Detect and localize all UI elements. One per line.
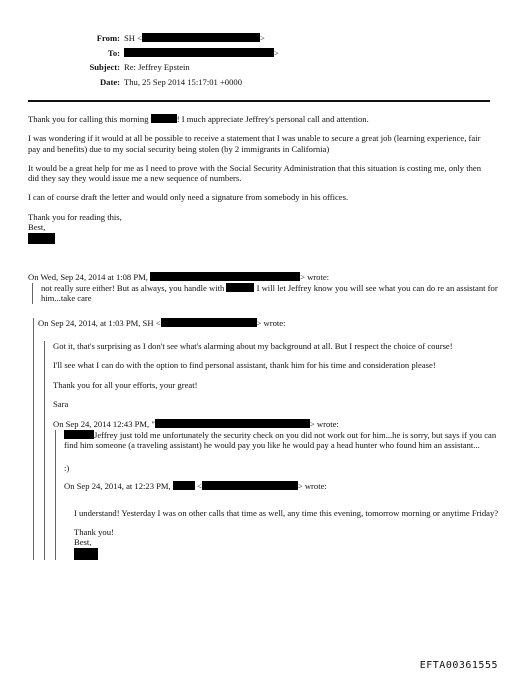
quote-header bbox=[38, 318, 503, 329]
document-id: EFTA00361555 bbox=[419, 660, 498, 671]
closing-line: Thank you! bbox=[74, 526, 114, 537]
body-text: ! I much appreciate Jeffrey's personal call and attention. bbox=[176, 114, 369, 124]
subject-label: Subject: bbox=[89, 62, 120, 72]
quote-level-4 bbox=[64, 508, 503, 560]
quote-header-text: On Sep 24, 2014 12:43 PM, " bbox=[53, 418, 155, 429]
quote-header-text: > wrote: bbox=[300, 272, 330, 282]
redaction-box bbox=[202, 481, 298, 490]
from-value: SH < bbox=[124, 33, 142, 43]
quote-paragraph: Thank you for all your efforts, your great! bbox=[53, 379, 198, 390]
redaction-box bbox=[28, 233, 55, 244]
redaction-box bbox=[173, 481, 195, 490]
quote-body-text: I will let Jeffrey know you will see what you can do re an assistant for him...take care bbox=[41, 282, 498, 304]
from-row bbox=[38, 33, 279, 48]
to-close: > bbox=[274, 47, 279, 58]
quote-header bbox=[53, 419, 503, 430]
body-text: Thank you for calling this morning bbox=[28, 114, 151, 124]
to-row bbox=[38, 48, 279, 63]
redaction-box bbox=[151, 114, 177, 123]
header-divider bbox=[28, 100, 490, 102]
date-value: Thu, 25 Sep 2014 15:17:01 +0000 bbox=[124, 76, 242, 87]
quote-header: On Sep 24, 2014, at 12:23 PM, < > wrote: bbox=[64, 481, 327, 492]
closing-line: Best, bbox=[28, 222, 46, 233]
redaction-box bbox=[74, 548, 98, 560]
quote-level-3 bbox=[55, 430, 503, 560]
redaction-box bbox=[150, 272, 300, 281]
subject-value: Re: Jeffrey Epstein bbox=[124, 62, 190, 72]
body-paragraph: It would be a great help for me as I need to prove with the Social Security Administration that this situation is costing me, only then did they say they would issue me a new sequence of numbers. bbox=[28, 162, 481, 184]
quoted-message-1 bbox=[28, 272, 498, 304]
quote-body-text: not really sure either! But as always, you handle with bbox=[41, 282, 227, 293]
quote-paragraph: Jeffrey just told me unfortunately the security check on you did not work out for him...he is sorry, but says if you can find him someone (a traveling assistant) he would pay you like he would pay a head hunter who found him an assistant... bbox=[64, 429, 497, 451]
date-row bbox=[38, 77, 279, 92]
body-paragraph: I was wondering if it would at all be possible to receive a statement that I was unable to secure a great job (learning experience, fair pay and benefits) due to my social security being stolen (by 2 immigrants in California) bbox=[28, 133, 481, 154]
redaction-box bbox=[142, 33, 260, 42]
redaction-box bbox=[226, 283, 254, 292]
quote-header-text: On Sep 24, 2014, at 1:03 PM, SH < bbox=[38, 318, 161, 328]
quote-header-text: On Sep 24, 2014, at 12:23 PM, bbox=[64, 481, 173, 492]
quote-header-text: > wrote: bbox=[256, 318, 286, 328]
closing-line: Thank you for reading this, bbox=[28, 211, 122, 222]
redaction-box bbox=[124, 48, 274, 57]
redaction-box bbox=[155, 419, 310, 428]
quoted-message-2 bbox=[33, 318, 503, 560]
from-label: From: bbox=[96, 33, 120, 43]
quote-header-text: > wrote: bbox=[297, 481, 327, 492]
body-paragraph bbox=[28, 114, 492, 125]
email-header bbox=[38, 33, 279, 91]
quote-header-text: > wrote: bbox=[309, 418, 339, 429]
date-label: Date: bbox=[99, 76, 120, 87]
quote-text bbox=[32, 283, 498, 304]
redaction-box bbox=[64, 430, 94, 439]
quote-paragraph: I understand! Yesterday I was on other calls that time as well, any time this evening, tomorrow morning or anytime Friday? bbox=[74, 507, 499, 518]
from-close: > bbox=[259, 33, 265, 43]
subject-row bbox=[38, 62, 279, 77]
quote-signature: Sara bbox=[53, 399, 69, 410]
to-label: To: bbox=[107, 47, 120, 58]
quote-level-2 bbox=[44, 341, 503, 560]
body-closing bbox=[28, 212, 492, 244]
message-body bbox=[28, 114, 492, 244]
quote-paragraph: Got it, that's surprising as I don't see what's alarming about my background at all. But I respect the choice of course! bbox=[53, 340, 453, 351]
quote-paragraph: :) bbox=[64, 462, 70, 473]
quote-header bbox=[28, 272, 498, 283]
redaction-box bbox=[161, 318, 257, 327]
quote-header-text: On Wed, Sep 24, 2014 at 1:08 PM, bbox=[28, 272, 151, 282]
quote-paragraph: I'll see what I can do with the option to find personal assistant, thank him for his time and consideration please! bbox=[53, 360, 436, 371]
body-paragraph: I can of course draft the letter and would only need a signature from somebody in his offices. bbox=[28, 192, 349, 203]
closing-line: Best, bbox=[74, 537, 92, 548]
